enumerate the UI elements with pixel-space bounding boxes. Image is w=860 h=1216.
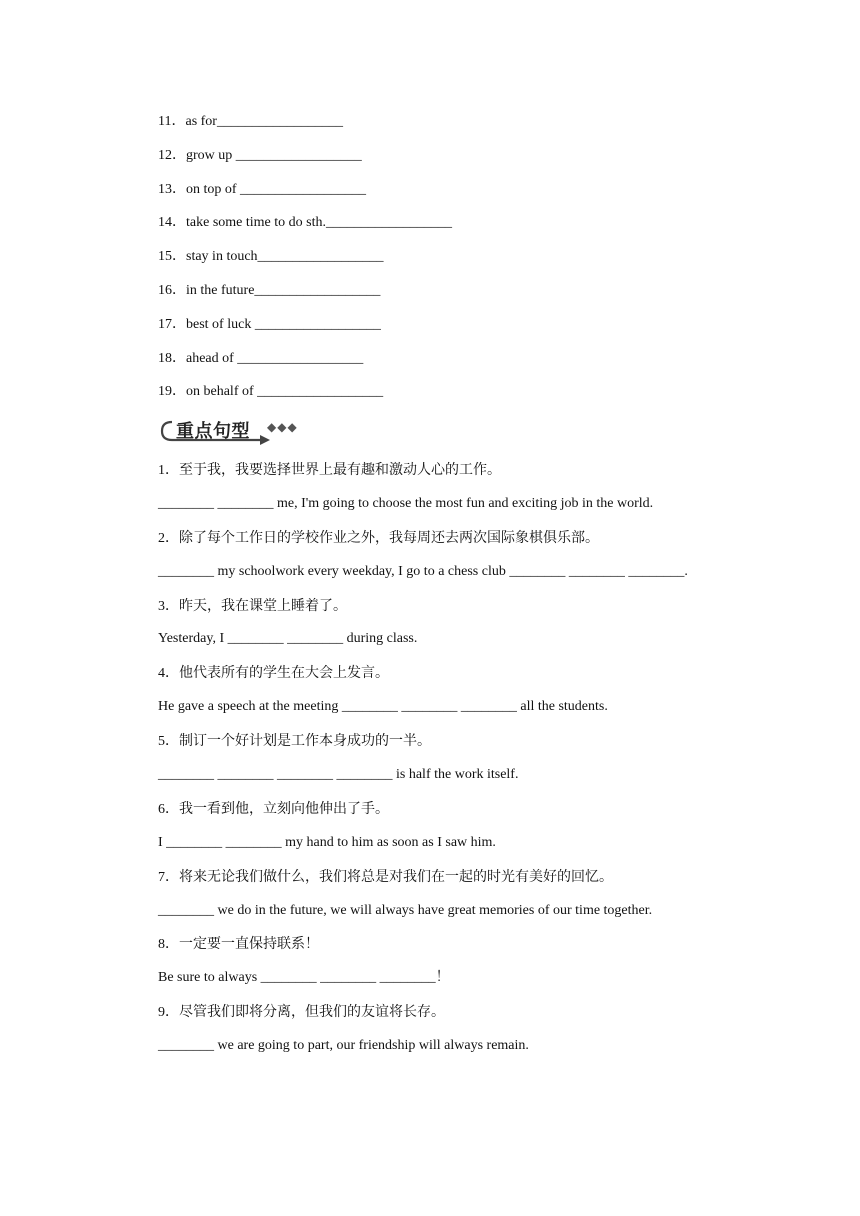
sentence-number: 2． [158,530,179,546]
phrase-number: 17． [158,316,186,332]
phrase-item [158,112,452,146]
chinese-text: 昨天，我在课堂上睡着了。 [179,597,347,614]
sentence-chinese [158,799,778,833]
sentence-english: ________ my schoolwork every weekday, I go to a chess club ________ ________ ________. [158,563,688,579]
sentence-number: 7． [158,869,179,885]
sentence-chinese [158,663,778,697]
phrase-item [158,180,452,214]
phrase-text: on behalf of __________________ [186,384,384,400]
sentence-chinese [158,460,778,494]
sentence-number: 4． [158,666,179,682]
phrase-text: on top of __________________ [186,181,367,197]
phrase-text: grow up __________________ [186,147,362,163]
sentence-chinese [158,1002,778,1036]
phrase-text: ahead of __________________ [186,350,364,366]
sentence-chinese [158,934,778,968]
sentence-english: He gave a speech at the meeting ________ ________ ________ all the students. [158,699,608,715]
phrase-number: 18． [158,350,186,366]
phrase-item [158,349,452,383]
section-title: 重点句型 [176,421,250,442]
sentence-chinese [158,731,778,765]
chinese-text: 制订一个好计划是工作本身成功的一半。 [179,733,431,750]
sentence-list [158,460,778,1070]
phrase-text: take some time to do sth.__________________ [186,215,452,231]
sentence-english: ________ we do in the future, we will always have great memories of our time together. [158,902,653,918]
sentence-english: Yesterday, I ________ ________ during class. [158,631,418,647]
sentence-english: ________ ________ ________ ________ is half the work itself. [158,767,519,783]
sentence-number: 1． [158,463,179,478]
phrase-item [158,146,452,180]
phrase-number: 16． [158,282,186,298]
phrase-number: 14． [158,215,186,231]
phrase-item [158,213,452,247]
phrase-text: best of luck __________________ [186,316,381,332]
phrase-text: as for__________________ [185,114,343,129]
phrase-number: 11． [158,114,186,129]
chinese-text: 至于我，我要选择世界上最有趣和激动人心的工作。 [179,462,501,478]
phrase-item [158,382,452,416]
sentence-chinese [158,867,778,901]
sentence-number: 6． [158,801,179,817]
phrase-number: 12． [158,147,186,163]
phrase-item [158,281,452,315]
chinese-text: 他代表所有的学生在大会上发言。 [179,665,389,682]
sentence-english: ________ ________ me, I'm going to choose the most fun and exciting job in the world. [158,495,654,511]
section-header [160,414,320,448]
sentence-number: 3． [158,598,179,614]
chinese-text: 一定要一直保持联系！ [179,936,319,953]
chinese-text: 尽管我们即将分离，但我们的友谊将长存。 [179,1004,445,1021]
phrase-number: 13． [158,181,186,197]
chinese-text: 除了每个工作日的学校作业之外，我每周还去两次国际象棋俱乐部。 [179,529,599,546]
phrase-text: stay in touch__________________ [186,249,384,265]
phrase-item [158,247,452,281]
chinese-text: 将来无论我们做什么，我们将总是对我们在一起的时光有美好的回忆。 [179,868,613,885]
phrase-text: in the future__________________ [186,282,381,298]
phrase-number: 15． [158,249,186,265]
sentence-chinese [158,596,778,630]
sentence-chinese [158,528,778,562]
sentence-number: 8． [158,937,179,953]
chinese-text: 我一看到他，立刻向他伸出了手。 [179,800,389,817]
sentence-english: I ________ ________ my hand to him as soon as I saw him. [158,834,496,850]
phrase-number: 19． [158,384,186,400]
phrase-list [158,112,452,416]
sentence-number: 9． [158,1005,179,1021]
sentence-english: Be sure to always ________ ________ ________！ [158,970,450,986]
sentence-english: ________ we are going to part, our friendship will always remain. [158,1038,529,1054]
diamonds-icon: ◆◆◆ [267,420,298,434]
sentence-number: 5． [158,734,179,750]
phrase-item [158,315,452,349]
